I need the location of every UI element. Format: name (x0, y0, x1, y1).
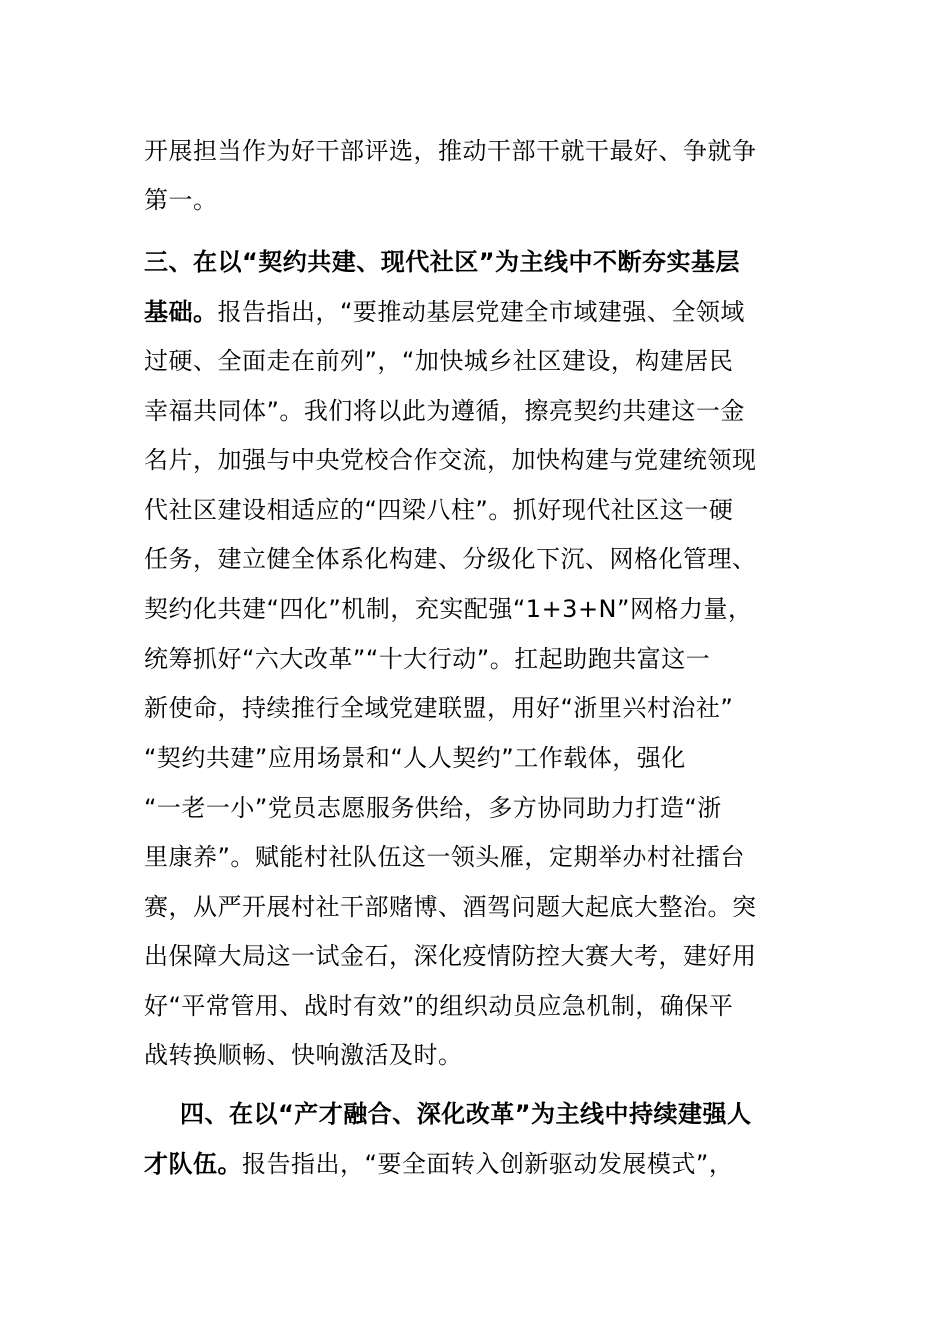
line-text: 报告指出，“要推动基层党建全市域建强、全领域 (217, 298, 745, 326)
line-text: 报告指出，“要全面转入创新驱动发展模式”， (242, 1150, 734, 1178)
text-line (144, 593, 752, 625)
line-text: 开展担当作为好干部评选，推动干部干就干最好、争就争 (144, 137, 757, 165)
text-line (144, 444, 757, 476)
line-text: 第一。 (144, 186, 218, 214)
text-line (144, 345, 733, 377)
text-line (144, 543, 757, 575)
section-heading-line (144, 246, 740, 278)
line-text: 新使命，持续推行全域党建联盟，用好“浙里兴村治社” (144, 694, 734, 722)
line-text: 任务，建立健全体系化构建、分级化下沉、网格化管理、 (144, 545, 757, 573)
line-text: 里康养”。赋能村社队伍这一领头雁，定期举办村社擂台 (144, 843, 745, 871)
heading-text: 基础。 (144, 298, 218, 326)
text-line (144, 692, 733, 724)
text-line (144, 891, 757, 923)
text-line (144, 643, 710, 675)
text-line (144, 792, 722, 824)
line-text: “契约共建”应用场景和“人人契约”工作载体，强化 (144, 744, 686, 772)
line-text: 赛，从严开展村社干部赌博、酒驾问题大起底大整治。突 (144, 893, 757, 921)
line-text: 过硬、全面走在前列”，“加快城乡社区建设，构建居民 (144, 347, 734, 375)
text-line (144, 940, 757, 972)
text-line (144, 395, 745, 427)
text-line (144, 1148, 733, 1180)
text-line (144, 135, 757, 167)
line-text: “一老一小”党员志愿服务供给，多方协同助力打造“浙 (144, 794, 722, 822)
line-text: 统筹抓好“六大改革”“十大行动”。扛起助跑共富这一 (144, 645, 711, 673)
heading-text: 四、在以“产才融合、深化改革”为主线中持续建强人 (180, 1100, 752, 1128)
heading-text: 才队伍。 (144, 1150, 242, 1178)
line-text: 好“平常管用、战时有效”的组织动员应急机制，确保平 (144, 992, 734, 1020)
line-text: 幸福共同体”。我们将以此为遵循，擦亮契约共建这一金 (144, 397, 745, 425)
text-line (144, 841, 745, 873)
heading-text: 三、在以“契约共建、现代社区”为主线中不断夯实基层 (144, 248, 741, 276)
line-text: 契约化共建“四化”机制，充实配强“1+3+N”网格力量， (144, 595, 753, 623)
line-text: 战转换顺畅、快响激活及时。 (144, 1041, 463, 1069)
text-line (144, 990, 733, 1022)
line-text: 代社区建设相适应的“四梁八柱”。抓好现代社区这一硬 (144, 496, 734, 524)
text-line (144, 184, 218, 216)
text-line (144, 1039, 463, 1071)
line-text: 出保障大局这一试金石，深化疫情防控大赛大考，建好用 (144, 942, 757, 970)
section-heading-line (180, 1098, 752, 1130)
line-text: 名片，加强与中央党校合作交流，加快构建与党建统领现 (144, 446, 757, 474)
text-line (144, 296, 745, 328)
text-line (144, 742, 686, 774)
text-line (144, 494, 733, 526)
